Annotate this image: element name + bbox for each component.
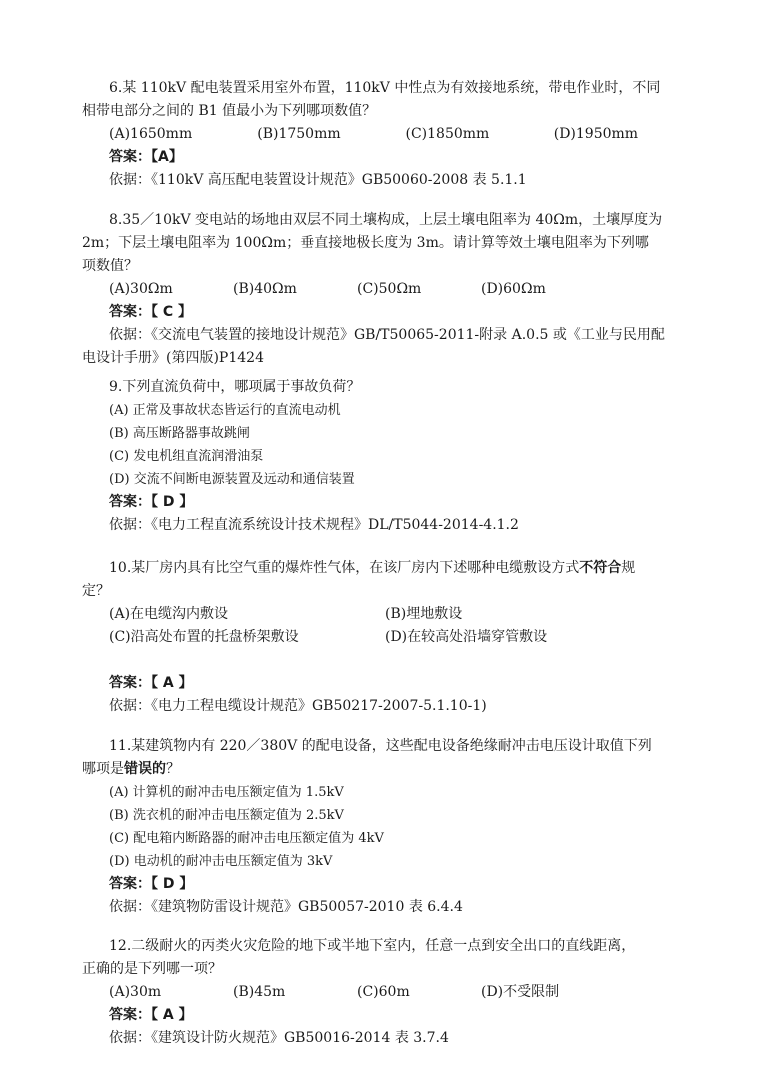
basis: 依据：《建筑设计防火规范》GB50016-2014 表 3.7.4 [109, 1030, 449, 1046]
basis: 依据：《110kV 高压配电装置设计规范》GB50060-2008 表 5.1.1 [109, 172, 527, 188]
question-text: 相带电部分之间的 B1 值最小为下列哪项数值？ [82, 103, 377, 119]
option-d: (D)1950mm [553, 126, 639, 142]
emphasis-text: 不符合 [579, 560, 622, 576]
answer-label: 答案： [109, 304, 151, 320]
option-a: (A)30m [109, 984, 162, 1000]
option-d: (D)60Ωm [481, 281, 546, 297]
options-row [82, 603, 702, 626]
option-b: (B) 高压断路器事故跳闸 [109, 426, 250, 441]
option-a: (A) 正常及事故状态皆运行的直流电动机 [109, 403, 341, 418]
options-row [82, 278, 702, 301]
question-8 [82, 209, 702, 370]
options-row [82, 123, 702, 146]
basis: 依据：《电力工程直流系统设计技术规程》DL/T5044-2014-4.1.2 [109, 517, 519, 533]
question-text: 定？ [82, 583, 110, 599]
basis-continued: 电设计手册》(第四版)P1424 [82, 350, 264, 366]
answer-value: 【 C 】 [151, 304, 193, 320]
option-d: (D) 电动机的耐冲击电压额定值为 3kV [109, 854, 333, 869]
question-text: 2m；下层土壤电阻率为 100Ωm；垂直接地极长度为 3m。请计算等效土壤电阻率为下列哪 [82, 235, 649, 251]
question-text [82, 758, 702, 781]
question-9 [82, 376, 702, 537]
answer [82, 146, 702, 169]
option-b: (B)1750mm [257, 126, 341, 142]
answer-label: 答案： [109, 1007, 151, 1023]
answer-label: 答案： [109, 675, 151, 691]
question-text [82, 557, 702, 580]
answer [82, 873, 702, 896]
option-c: (C) 发电机组直流润滑油泵 [109, 449, 264, 464]
option-d: (D) 交流不间断电源装置及远动和通信装置 [109, 472, 355, 487]
option-c: (C)60m [357, 984, 410, 1000]
option-b: (B)埋地敷设 [385, 606, 463, 622]
question-10 [82, 557, 702, 718]
option-a: (A) 计算机的耐冲击电压额定值为 1.5kV [109, 785, 344, 800]
answer-label: 答案： [109, 494, 151, 510]
answer [82, 672, 702, 695]
question-text-part: 规 [621, 560, 636, 576]
option-b: (B)45m [233, 984, 286, 1000]
answer [82, 1004, 702, 1027]
option-d: (D)在较高处沿墙穿管敷设 [385, 629, 548, 645]
answer-value: 【 D 】 [151, 494, 194, 510]
option-c: (C) 配电箱内断路器的耐冲击电压额定值为 4kV [109, 831, 384, 846]
question-11 [82, 735, 702, 919]
question-text-part: 10.某厂房内具有比空气重的爆炸性气体，在该厂房内下述哪种电缆敷设方式 [109, 560, 580, 576]
basis: 依据：《建筑物防雷设计规范》GB50057-2010 表 6.4.4 [109, 899, 463, 915]
option-b: (B) 洗衣机的耐冲击电压额定值为 2.5kV [109, 808, 344, 823]
question-text: 8.35／10kV 变电站的场地由双层不同土壤构成，上层土壤电阻率为 40Ωm，土壤厚度为 [109, 212, 663, 228]
basis: 依据：《交流电气装置的接地设计规范》GB/T50065-2011-附录 A.0.5 或《工业与民用配 [109, 327, 665, 343]
basis: 依据：《电力工程电缆设计规范》GB50217-2007-5.1.10-1) [109, 698, 487, 714]
answer-value: 【 A 】 [151, 675, 193, 691]
question-text: 9.下列直流负荷中，哪项属于事故负荷？ [109, 379, 361, 395]
question-text: 正确的是下列哪一项？ [82, 961, 222, 977]
question-12 [82, 935, 702, 1050]
question-text-part: 哪项是 [82, 761, 124, 777]
option-a: (A)30Ωm [109, 281, 173, 297]
answer-label: 答案： [109, 876, 151, 892]
option-d: (D)不受限制 [481, 984, 560, 1000]
question-text: 项数值？ [82, 258, 138, 274]
option-c: (C)沿高处布置的托盘桥架敷设 [109, 629, 299, 645]
answer-value: 【 D 】 [151, 876, 194, 892]
answer [82, 491, 702, 514]
question-text: 6.某 110kV 配电装置采用室外布置，110kV 中性点为有效接地系统，带电作业时，不同 [109, 80, 661, 96]
answer-value: 【 A 】 [151, 1007, 193, 1023]
options-row [82, 626, 702, 649]
option-c: (C)1850mm [405, 126, 490, 142]
question-text: 12.二级耐火的丙类火灾危险的地下或半地下室内，任意一点到安全出口的直线距离， [109, 938, 636, 954]
options-row [82, 981, 702, 1004]
answer [82, 301, 702, 324]
option-c: (C)50Ωm [357, 281, 422, 297]
question-text: 11.某建筑物内有 220／380V 的配电设备，这些配电设备绝缘耐冲击电压设计取值下列 [109, 738, 652, 754]
option-a: (A)在电缆沟内敷设 [109, 606, 229, 622]
answer-label: 答案： [109, 149, 151, 165]
answer-value: 【A】 [151, 149, 183, 165]
emphasis-text: 错误的 [124, 761, 166, 777]
option-b: (B)40Ωm [233, 281, 297, 297]
question-text-part: ？ [166, 761, 180, 777]
question-6 [82, 77, 702, 192]
option-a: (A)1650mm [109, 126, 193, 142]
